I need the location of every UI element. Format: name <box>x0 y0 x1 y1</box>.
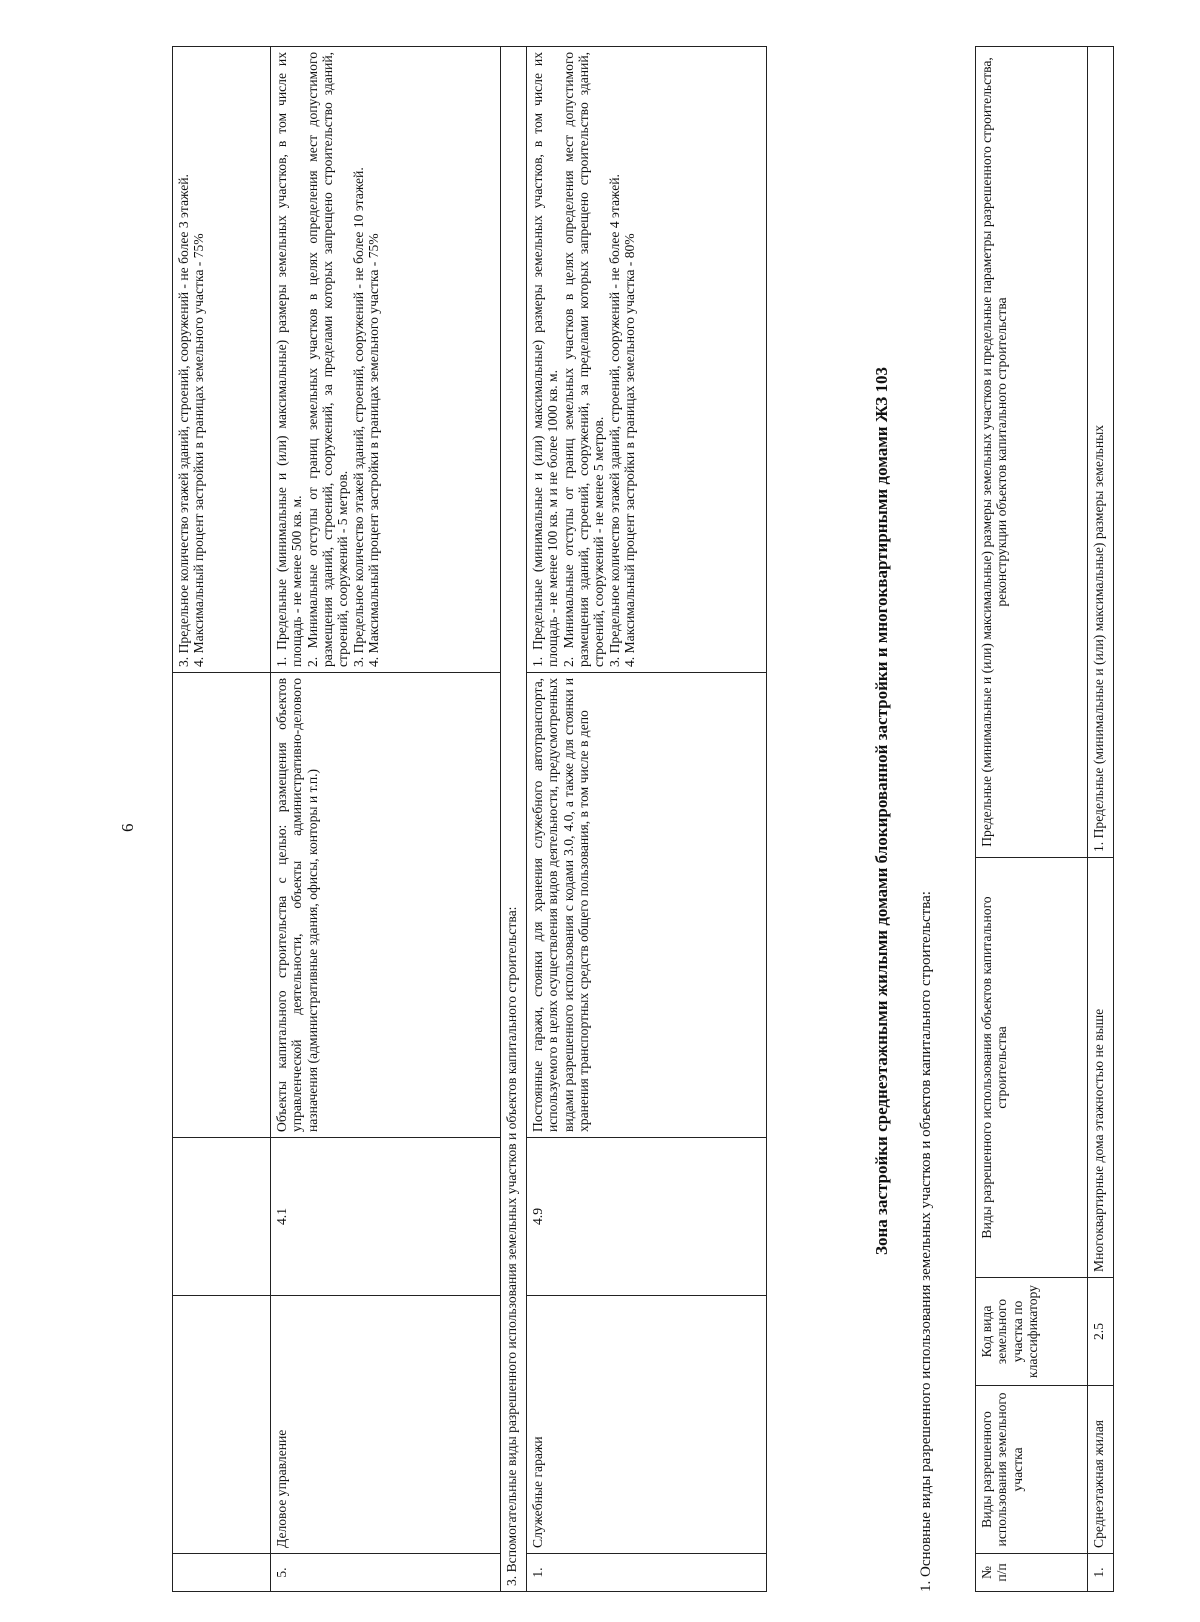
header-classifier-code: Код вида земельного участка по классификатору <box>976 1278 1088 1386</box>
cell-params <box>173 47 271 673</box>
table-row-business-management <box>271 47 501 1592</box>
param-line: 3. Предельное количество этажей зданий, строений, сооружений - не более 3 этажей. <box>176 174 191 667</box>
cell-code: 4.1 <box>271 1138 501 1296</box>
header-limit-params: Предельные (минимальные и (или) максимальные) размеры земельных участков и предельные параметры разрешенного строительства, реконструкции объектов капитального строительства <box>976 47 1088 858</box>
cell-params <box>271 47 501 673</box>
section-3-title: 3. Вспомогательные виды разрешенного использования земельных участков и объектов капитального строительства: <box>501 47 527 1592</box>
zone-heading: Зона застройки среднеэтажными жилыми домами блокированной застройки и многоквартирными домами ЖЗ 103 <box>872 367 891 1255</box>
cell-code: 2.5 <box>1088 1278 1114 1386</box>
cell-use-type: Деловое управление <box>271 1296 501 1554</box>
cell-description: Многоквартирные дома этажностью не выше <box>1088 858 1114 1278</box>
main-uses-subheading: 1. Основные виды разрешенного использования земельных участков и объектов капитального строительства: <box>918 891 934 1592</box>
param-line: 1. Предельные (минимальные и (или) максимальные) размеры земельных участков, в том числе их площадь - не менее 500 кв. м. <box>274 52 305 667</box>
cell-empty <box>173 1138 271 1296</box>
cell-description: Постоянные гаражи, стоянки для хранения служебного автотранспорта, используемого в целях осуществления видов деятельности, предусмотренных видами разрешенного использования с кодами 3.0, 4.0, а также для стоянки и хранения транспортных средств общего пользования, в том числе в депо <box>527 673 767 1138</box>
param-line: 3. Предельное количество этажей зданий, строений, сооружений - не более 10 этажей. <box>350 167 366 667</box>
param-line: 4. Максимальный процент застройки в границах земельного участка - 80% <box>622 233 638 667</box>
cell-empty <box>173 1554 271 1592</box>
cell-code: 4.9 <box>527 1138 767 1296</box>
param-line: 3. Предельное количество этажей зданий, строений, сооружений - не более 4 этажей. <box>606 174 622 667</box>
table-header-row <box>976 47 1088 1592</box>
zone-use-types-table <box>975 46 1114 1592</box>
page-number: 6 <box>118 823 137 832</box>
param-line: 4. Максимальный процент застройки в границах земельного участка - 75% <box>191 233 207 667</box>
table-row-service-garages <box>527 47 767 1592</box>
table-row-midrise-residential <box>1088 47 1114 1592</box>
use-types-table-continued <box>172 46 767 1592</box>
cell-number: 1. <box>1088 1554 1114 1592</box>
cell-params: 1. Предельные (минимальные и (или) максимальные) размеры земельных <box>1088 47 1114 858</box>
table-row-continuation <box>173 47 271 1592</box>
cell-number: 5. <box>271 1554 501 1592</box>
param-line: 2. Минимальные отступы от границ земельных участков в целях определения мест допустимого размещения зданий, строений, сооружений, за пределами которых запрещено строительство зданий, строений, сооружений - не менее 5 метров. <box>560 52 607 667</box>
cell-use-type: Среднеэтажная жилая <box>1088 1386 1114 1554</box>
cell-number: 1. <box>527 1554 767 1592</box>
cell-description: Объекты капитального строительства с целью: размещения объектов управленческой деятельности, объекты административно-делового назначения (административные здания, офисы, конторы и т.п.) <box>271 673 501 1138</box>
cell-empty <box>173 673 271 1138</box>
header-number: № п/п <box>976 1554 1088 1592</box>
param-line: 4. Максимальный процент застройки в границах земельного участка - 75% <box>366 233 382 667</box>
cell-params <box>527 47 767 673</box>
cell-empty <box>173 1296 271 1554</box>
param-line: 1. Предельные (минимальные и (или) максимальные) размеры земельных участков, в том числе их площадь - не менее 100 кв. м и не более 1000 кв. м. <box>530 52 561 667</box>
header-land-use-type: Виды разрешенного использования земельного участка <box>976 1386 1088 1554</box>
param-line: 2. Минимальные отступы от границ земельных участков в целях определения мест допустимого размещения зданий, строений, сооружений, за пределами которых запрещено строительство зданий, строений, сооружений - 5 метров. <box>304 52 351 667</box>
header-building-use-type: Виды разрешенного использования объектов капитального строительства <box>976 858 1088 1278</box>
table-row-section-3 <box>501 47 527 1592</box>
cell-use-type: Служебные гаражи <box>527 1296 767 1554</box>
